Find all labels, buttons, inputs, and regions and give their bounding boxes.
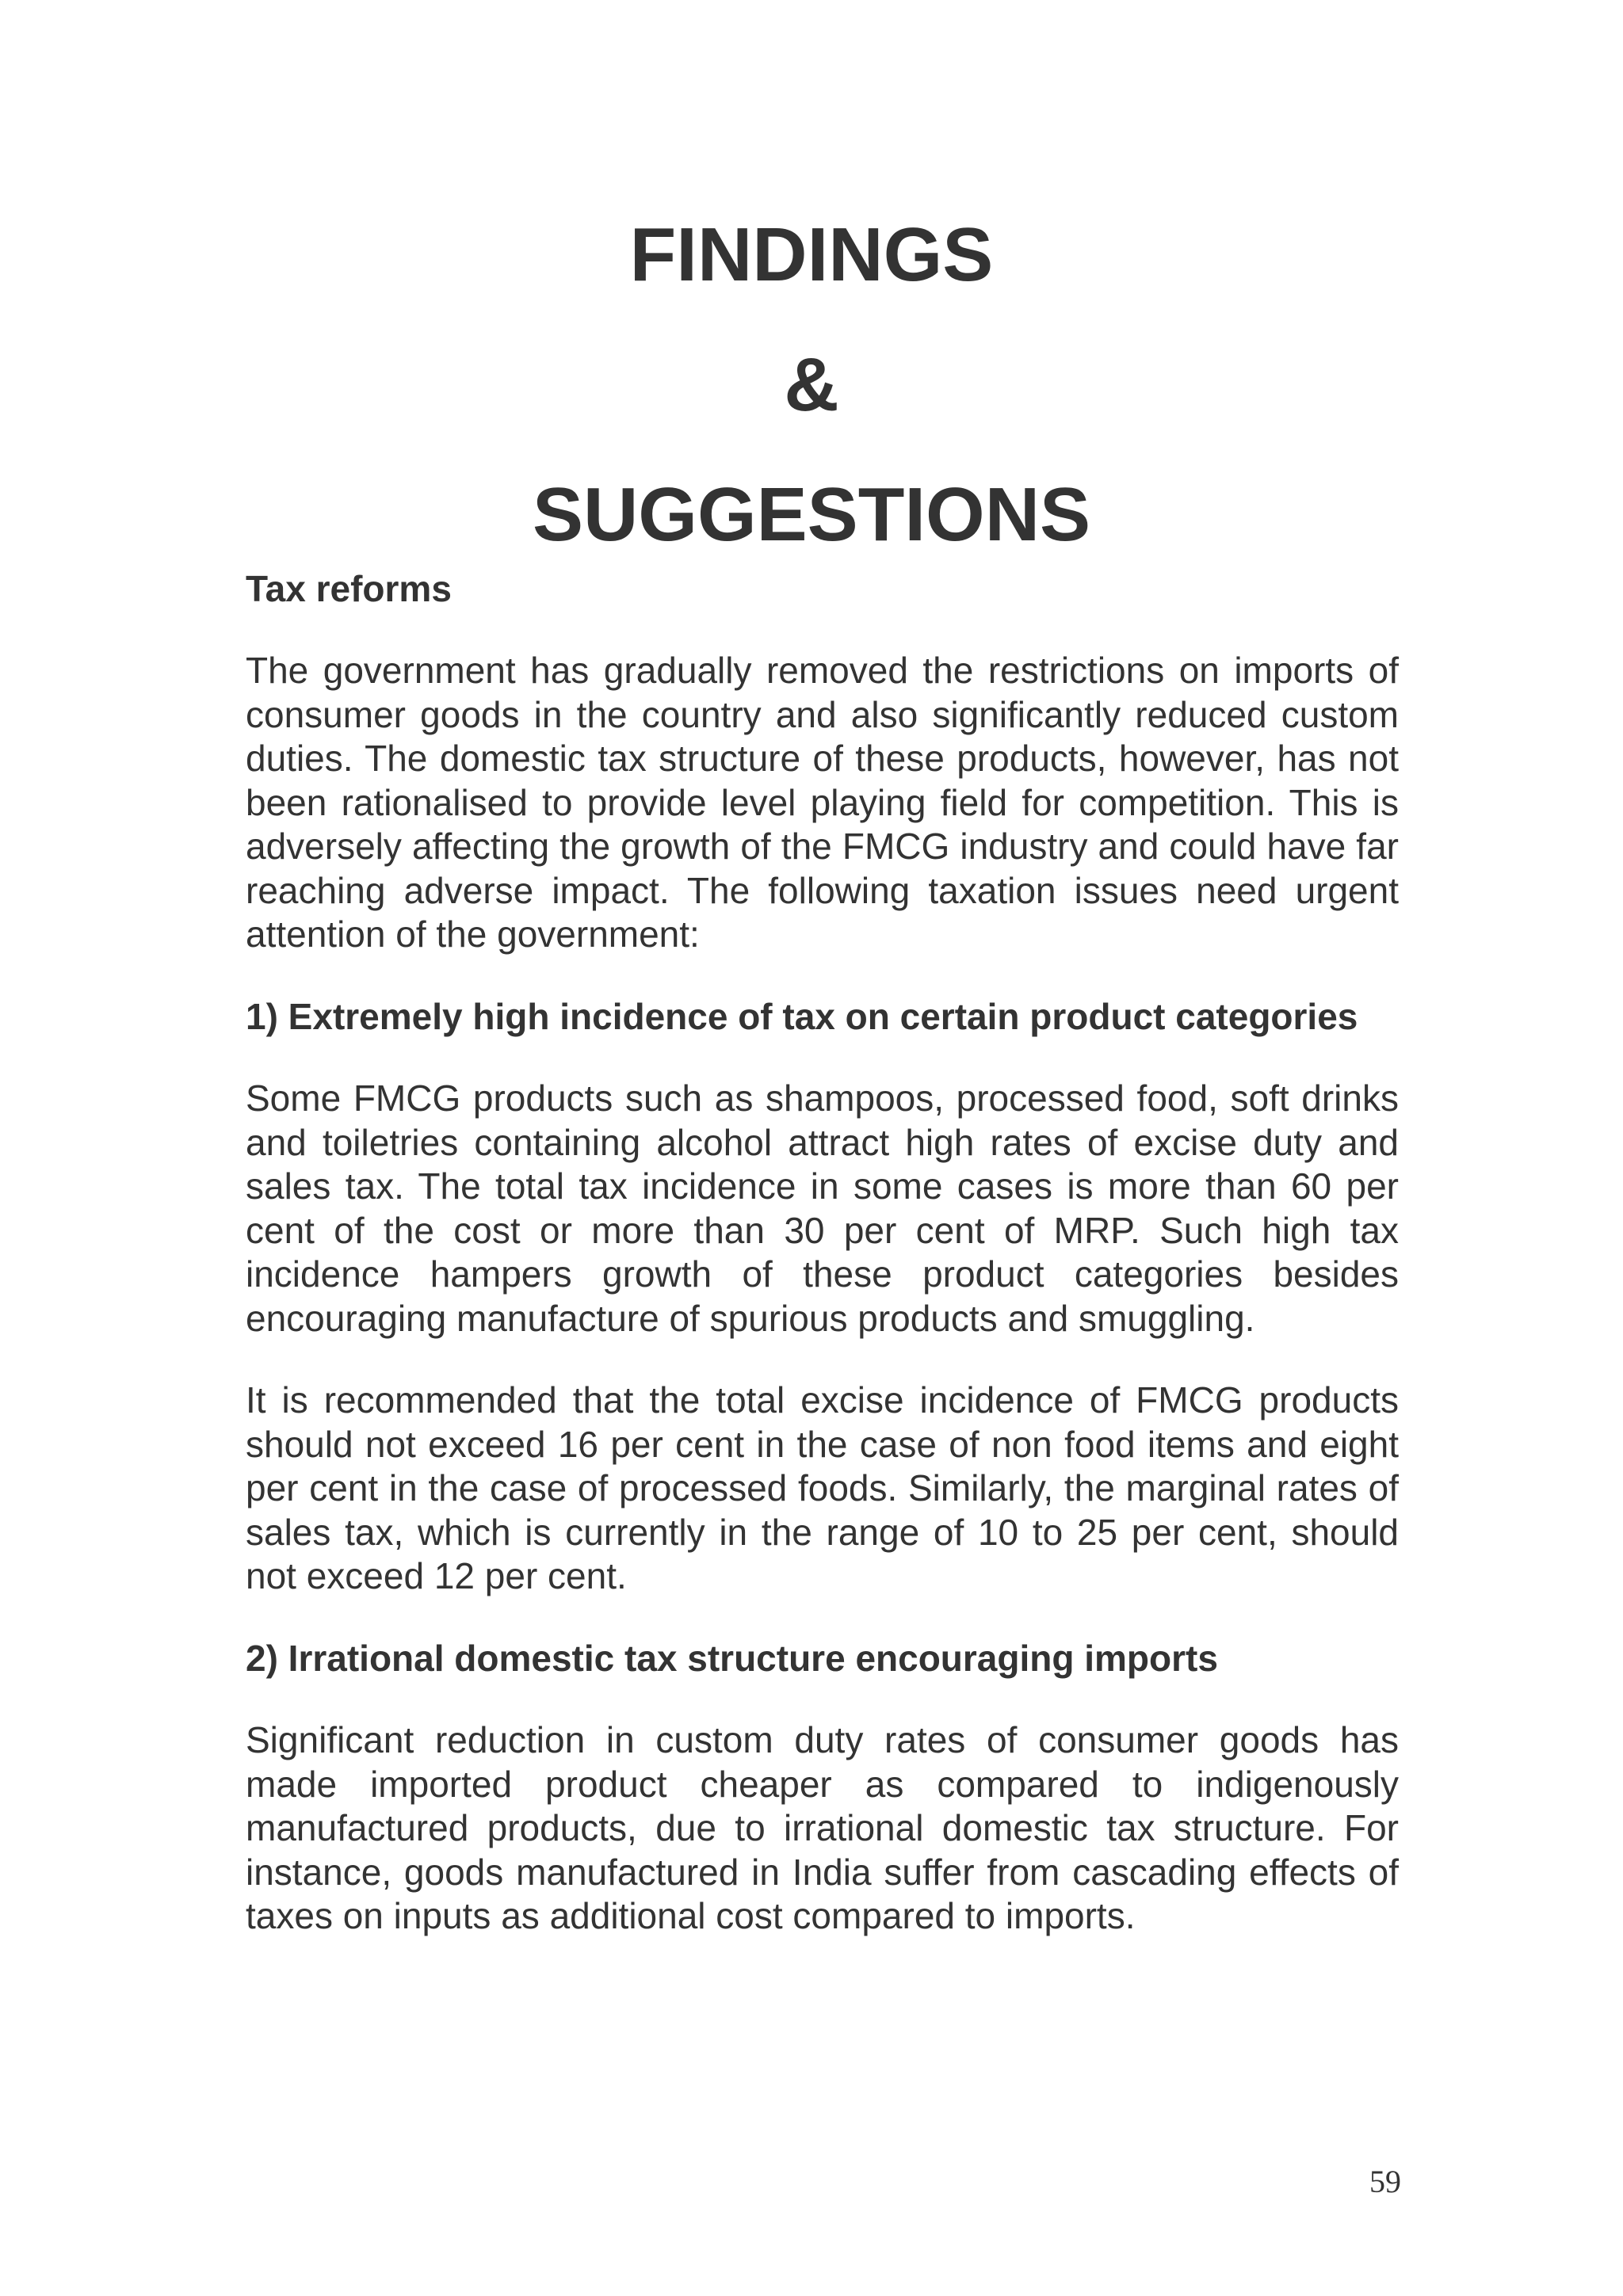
- issue1-paragraph-1: Some FMCG products such as shampoos, processed food, soft drinks and toiletries containing alcohol attract high rates of excise duty and sales tax. The total tax incidence in some cases is more than 60 per cent of the cost or more than 30 per cent of MRP. Such high tax incidence hampers growth of these product categories besides encouraging manufacture of spurious products and smuggling.: [246, 1077, 1399, 1339]
- title-line-findings: FINDINGS: [629, 212, 994, 297]
- intro-paragraph: The government has gradually removed the restrictions on imports of consumer goods in the country and also significantly reduced custom duties. The domestic tax structure of these products, however, has not been rationalised to provide level playing field for competition. This is adversely affecting the growth of the FMCG industry and could have far reaching adverse impact. The following taxation issues need urgent attention of the government:: [246, 650, 1399, 955]
- section-heading-tax-reforms: Tax reforms: [246, 568, 452, 609]
- title-line-suggestions: SUGGESTIONS: [532, 472, 1091, 557]
- page-title: [0, 190, 1623, 580]
- page-number: 59: [1369, 2164, 1401, 2199]
- issue1-paragraph-2: It is recommended that the total excise incidence of FMCG products should not exceed 16 per cent in the case of non food items and eight per cent in the case of processed foods. Similarly, the marginal rates of sales tax, which is currently in the range of 10 to 25 per cent, should not exceed 12 per cent.: [246, 1379, 1399, 1596]
- issue2-heading: 2) Irrational domestic tax structure encouraging imports: [246, 1637, 1218, 1679]
- issue2-paragraph-1: Significant reduction in custom duty rates of consumer goods has made imported product cheaper as compared to indigenously manufactured products, due to irrational domestic tax structure. For instance, goods manufactured in India suffer from cascading effects of taxes on inputs as additional cost compared to imports.: [246, 1719, 1399, 1936]
- title-line-ampersand: &: [784, 342, 839, 427]
- issue1-heading: 1) Extremely high incidence of tax on certain product categories: [246, 995, 1358, 1037]
- body-content: [246, 567, 1399, 1977]
